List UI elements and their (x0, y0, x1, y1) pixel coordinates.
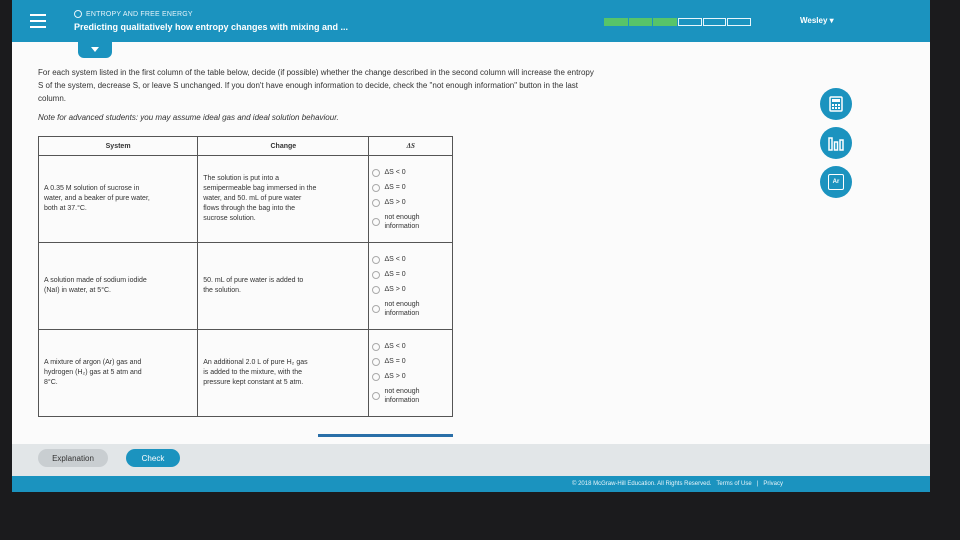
periodic-table-icon (828, 174, 844, 190)
option-label: ΔS = 0 (384, 271, 406, 278)
option-label: not enough information (384, 213, 420, 230)
option-equal-zero[interactable] (369, 268, 452, 283)
change-cell (198, 156, 369, 243)
progress-bar (604, 18, 752, 26)
radio-button[interactable] (372, 199, 380, 207)
system-cell (39, 330, 198, 417)
radio-button[interactable] (372, 392, 380, 400)
instructions-line: column. (38, 94, 67, 103)
instructions-line: S of the system, decrease S, or leave S unchanged. If you don't have enough information to decide, check the "not enough information" button in the last (38, 81, 578, 90)
cell-line: An additional 2.0 L of pure H₂ gas (203, 359, 308, 366)
user-menu[interactable]: Wesley ▾ (800, 16, 834, 25)
check-button[interactable]: Check (126, 449, 180, 467)
option-label: ΔS = 0 (384, 184, 406, 191)
privacy-link[interactable]: Privacy (763, 481, 783, 487)
system-cell (39, 156, 198, 243)
bottom-bar (12, 476, 930, 492)
lesson-title: Predicting qualitatively how entropy changes with mixing and ... (74, 22, 349, 32)
topic-label (74, 10, 193, 18)
chart-icon (827, 135, 845, 151)
cell-line: is added to the mixture, with the (203, 369, 303, 376)
cell-line: flows through the bag into the (203, 205, 296, 212)
collapse-toggle[interactable] (78, 42, 112, 58)
instructions (38, 66, 808, 105)
option-label: ΔS < 0 (384, 343, 406, 350)
copyright-line (572, 481, 783, 487)
delta-s-options (369, 330, 453, 417)
option-label: not enough information (384, 387, 420, 404)
radio-button[interactable] (372, 218, 380, 226)
column-header-change: Change (198, 137, 369, 156)
option-equal-zero[interactable] (369, 355, 452, 370)
copyright-text: © 2018 McGraw-Hill Education. All Rights Reserved. (572, 481, 712, 487)
change-cell (198, 243, 369, 330)
topic-text: ENTROPY AND FREE ENERGY (86, 10, 193, 18)
option-equal-zero[interactable] (369, 181, 452, 196)
cell-line: pressure kept constant at 5 atm. (203, 379, 304, 386)
cell-line: A 0.35 M solution of sucrose in (44, 185, 140, 192)
progress-segment (678, 18, 702, 26)
radio-button[interactable] (372, 358, 380, 366)
radio-button[interactable] (372, 343, 380, 351)
progress-segment (727, 18, 751, 26)
progress-segment (604, 18, 628, 26)
cell-line: the solution. (203, 287, 241, 294)
column-header-system: System (39, 137, 198, 156)
app-screen (12, 0, 930, 492)
option-less-than-zero[interactable] (369, 340, 452, 355)
delta-s-options (369, 156, 453, 243)
radio-button[interactable] (372, 373, 380, 381)
radio-button[interactable] (372, 169, 380, 177)
cell-line: 8°C. (44, 379, 58, 386)
progress-segment (653, 18, 677, 26)
option-not-enough-info[interactable] (369, 298, 452, 320)
column-header-delta-s: ΔS (369, 137, 453, 156)
calculator-icon (828, 96, 844, 112)
top-bar (12, 0, 930, 42)
progress-segment (629, 18, 653, 26)
periodic-table-button[interactable] (820, 166, 852, 198)
cell-line: A solution made of sodium iodide (44, 277, 147, 284)
radio-button[interactable] (372, 271, 380, 279)
periodic-table-label: Ar (832, 179, 840, 185)
radio-button[interactable] (372, 184, 380, 192)
table-row (39, 330, 453, 417)
option-not-enough-info[interactable] (369, 385, 452, 407)
option-less-than-zero[interactable] (369, 166, 452, 181)
option-greater-than-zero[interactable] (369, 196, 452, 211)
data-button[interactable] (820, 127, 852, 159)
option-label: ΔS > 0 (384, 286, 406, 293)
option-greater-than-zero[interactable] (369, 370, 452, 385)
option-label: ΔS = 0 (384, 358, 406, 365)
option-less-than-zero[interactable] (369, 253, 452, 268)
progress-segment (703, 18, 727, 26)
footer-separator: | (756, 481, 759, 487)
option-not-enough-info[interactable] (369, 211, 452, 233)
cell-line: hydrogen (H₂) gas at 5 atm and (44, 369, 142, 376)
cell-line: 50. mL of pure water is added to (203, 277, 304, 284)
cell-line: sucrose solution. (203, 215, 256, 222)
calculator-button[interactable] (820, 88, 852, 120)
explanation-button[interactable]: Explanation (38, 449, 108, 467)
cell-line: The solution is put into a (203, 175, 280, 182)
chevron-down-icon (91, 47, 99, 52)
option-label: ΔS > 0 (384, 199, 406, 206)
radio-button[interactable] (372, 256, 380, 264)
delta-s-options (369, 243, 453, 330)
table-bottom-accent (318, 434, 453, 437)
option-label: ΔS > 0 (384, 373, 406, 380)
table-row (39, 243, 453, 330)
option-label: ΔS < 0 (384, 256, 406, 263)
cell-line: semipermeable bag immersed in the (203, 185, 317, 192)
cell-line: water, and a beaker of pure water, (44, 195, 150, 202)
topic-circle-icon (74, 10, 82, 18)
table-row (39, 156, 453, 243)
radio-button[interactable] (372, 286, 380, 294)
cell-line: A mixture of argon (Ar) gas and (44, 359, 142, 366)
systems-table (38, 136, 453, 417)
cell-line: water, and 50. mL of pure water (203, 195, 302, 202)
system-cell (39, 243, 198, 330)
hamburger-menu-icon[interactable] (30, 14, 46, 28)
table-header-row (39, 137, 453, 156)
cell-line: (NaI) in water, at 5°C. (44, 287, 111, 294)
advanced-note: Note for advanced students: you may assume ideal gas and ideal solution behaviour. (38, 113, 339, 122)
option-label: ΔS < 0 (384, 169, 406, 176)
option-greater-than-zero[interactable] (369, 283, 452, 298)
cell-line: both at 37.°C. (44, 205, 87, 212)
terms-link[interactable]: Terms of Use (716, 481, 752, 487)
instructions-line: For each system listed in the first column of the table below, decide (if possible) whether the change described in the second column will increase the entropy (38, 68, 594, 77)
option-label: not enough information (384, 300, 420, 317)
change-cell (198, 330, 369, 417)
radio-button[interactable] (372, 305, 380, 313)
